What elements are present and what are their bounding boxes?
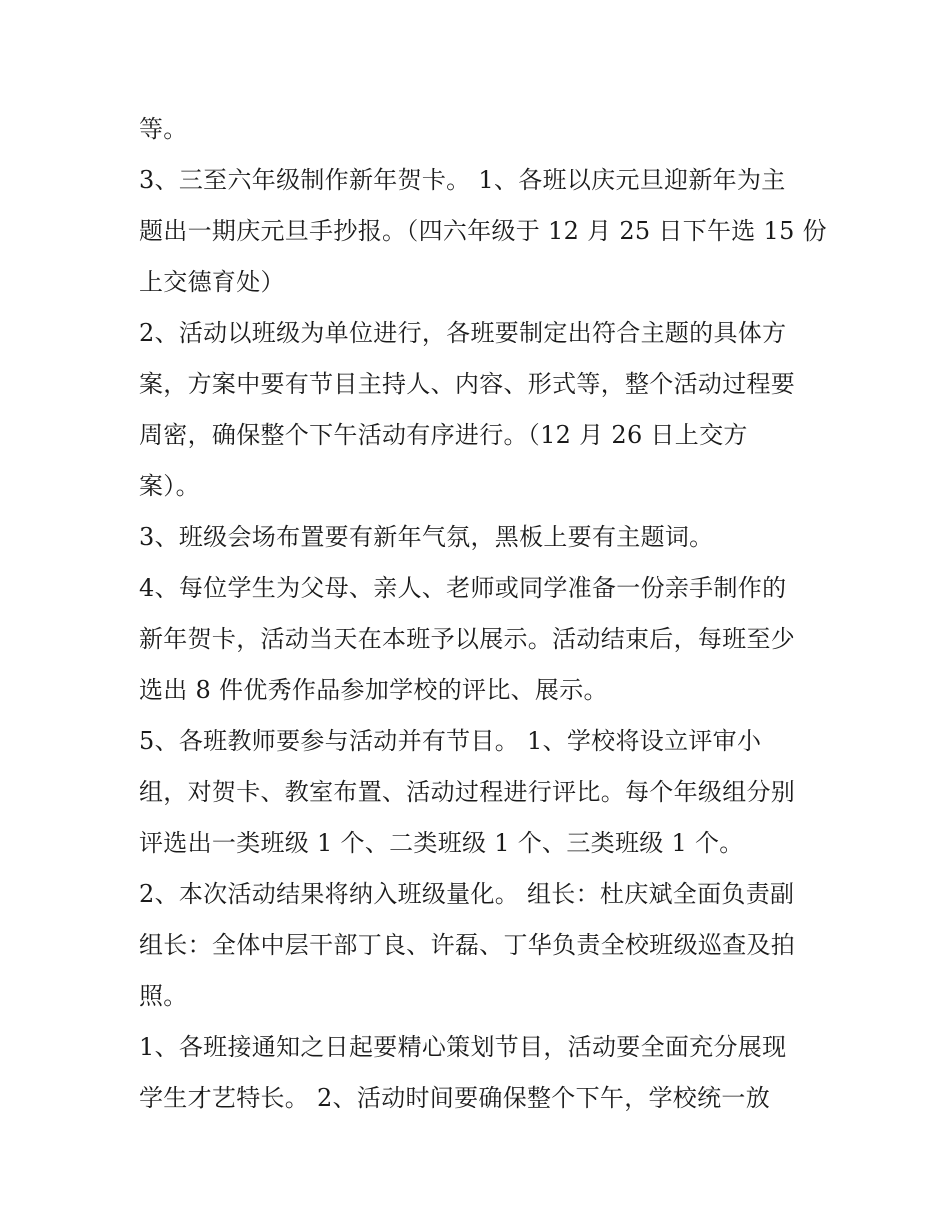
text-line-12: 选出 8 件优秀作品参加学校的评比、展示。 xyxy=(139,676,608,704)
text-line-3: 题出一期庆元旦手抄报。（四六年级于 12 月 25 日下午选 15 份 xyxy=(139,217,827,245)
text-line-17: 组长：全体中层干部丁良、许磊、丁华负责全校班级巡查及拍 xyxy=(139,931,796,959)
text-line-9: 3、班级会场布置要有新年气氛，黑板上要有主题词。 xyxy=(139,523,714,551)
text-line-10: 4、每位学生为父母、亲人、老师或同学准备一份亲手制作的 xyxy=(139,574,787,602)
text-line-18: 照。 xyxy=(139,982,188,1010)
text-line-14: 组，对贺卡、教室布置、活动过程进行评比。每个年级组分别 xyxy=(139,778,796,806)
text-line-19: 1、各班接通知之日起要精心策划节目，活动要全面充分展现 xyxy=(139,1033,787,1061)
text-line-15: 评选出一类班级 1 个、二类班级 1 个、三类班级 1 个。 xyxy=(139,829,744,857)
text-line-1: 等。 xyxy=(139,115,188,143)
text-line-4: 上交德育处） xyxy=(139,268,285,296)
text-line-20: 学生才艺特长。 2、活动时间要确保整个下午，学校统一放 xyxy=(139,1084,770,1112)
text-line-8: 案）。 xyxy=(139,472,200,500)
text-line-7: 周密，确保整个下午活动有序进行。（12 月 26 日上交方 xyxy=(139,421,748,449)
body-text xyxy=(139,104,827,1124)
text-line-2: 3、三至六年级制作新年贺卡。 1、各班以庆元旦迎新年为主 xyxy=(139,166,786,194)
text-line-11: 新年贺卡，活动当天在本班予以展示。活动结束后，每班至少 xyxy=(139,625,796,653)
text-line-5: 2、活动以班级为单位进行，各班要制定出符合主题的具体方 xyxy=(139,319,787,347)
text-line-13: 5、各班教师要参与活动并有节目。 1、学校将设立评审小 xyxy=(139,727,762,755)
text-line-16: 2、本次活动结果将纳入班级量化。 组长：杜庆斌全面负责副 xyxy=(139,880,795,908)
text-line-6: 案，方案中要有节目主持人、内容、形式等，整个活动过程要 xyxy=(139,370,796,398)
